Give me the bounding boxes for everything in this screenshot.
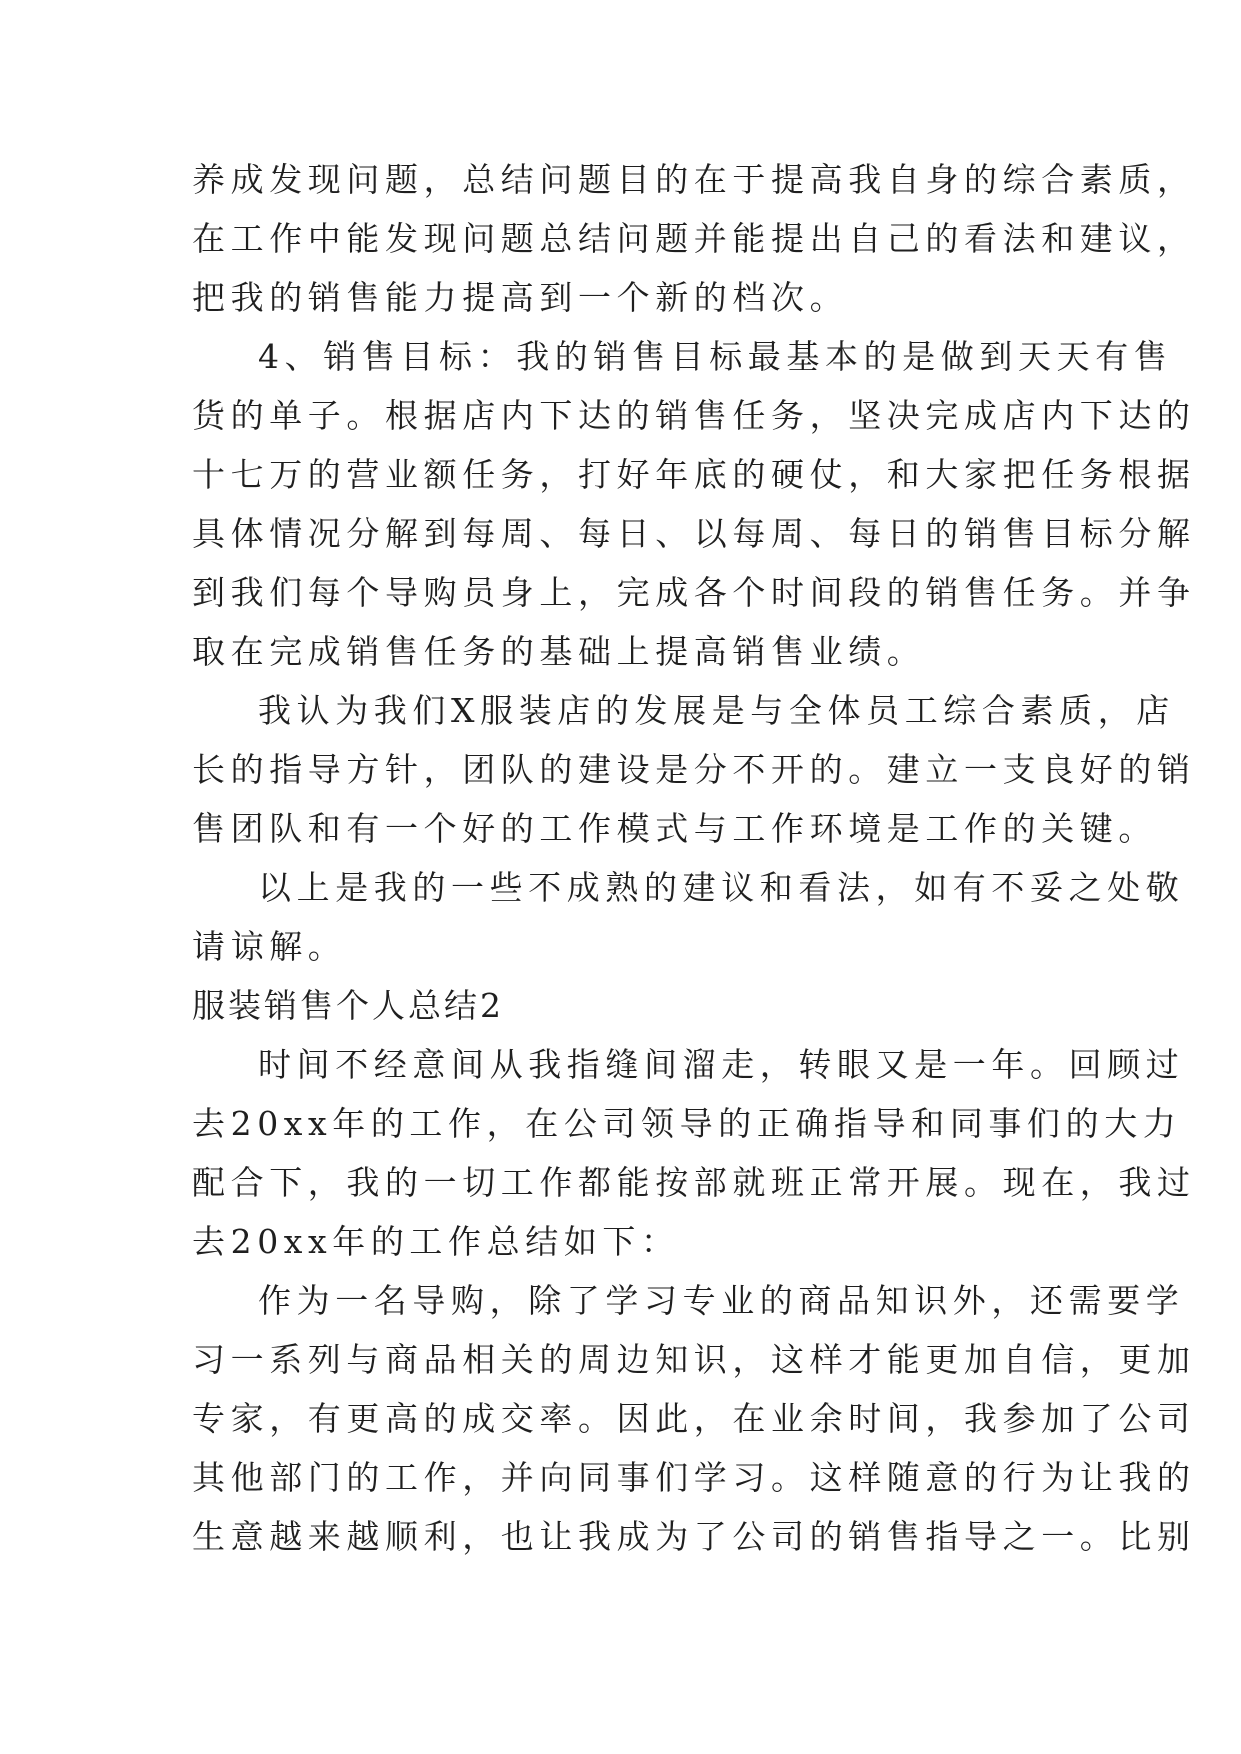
text-line: 4、销售目标：我的销售目标最基本的是做到天天有售 — [258, 337, 1173, 376]
section-heading: 服装销售个人总结2 — [192, 986, 504, 1025]
text-line: 具体情况分解到每周、每日、以每周、每日的销售目标分解 — [192, 514, 1196, 553]
document-body — [192, 150, 1196, 1566]
text-line: 售团队和有一个好的工作模式与工作环境是工作的关键。 — [192, 809, 1157, 848]
text-line: 我认为我们X服装店的发展是与全体员工综合素质，店 — [258, 691, 1175, 730]
text-line: 到我们每个导购员身上，完成各个时间段的销售任务。并争 — [192, 573, 1196, 612]
text-line: 货的单子。根据店内下达的销售任务，坚决完成店内下达的 — [192, 396, 1196, 435]
text-line: 配合下，我的一切工作都能按部就班正常开展。现在，我过 — [192, 1163, 1196, 1202]
text-line: 取在完成销售任务的基础上提高销售业绩。 — [192, 632, 926, 671]
text-line: 长的指导方针，团队的建设是分不开的。建立一支良好的销 — [192, 750, 1196, 789]
text-line: 请谅解。 — [192, 927, 347, 966]
text-line: 作为一名导购，除了学习专业的商品知识外，还需要学 — [258, 1281, 1185, 1320]
text-line: 十七万的营业额任务，打好年底的硬仗，和大家把任务根据 — [192, 455, 1196, 494]
text-line: 去20xx年的工作总结如下： — [192, 1222, 680, 1261]
text-line: 生意越来越顺利，也让我成为了公司的销售指导之一。比别 — [192, 1517, 1196, 1556]
text-line: 在工作中能发现问题总结问题并能提出自己的看法和建议， — [192, 219, 1196, 258]
text-line: 养成发现问题，总结问题目的在于提高我自身的综合素质， — [192, 160, 1196, 199]
text-line: 把我的销售能力提高到一个新的档次。 — [192, 278, 849, 317]
text-line: 以上是我的一些不成熟的建议和看法，如有不妥之处敬 — [258, 868, 1185, 907]
text-line: 其他部门的工作，并向同事们学习。这样随意的行为让我的 — [192, 1458, 1196, 1497]
text-line: 习一系列与商品相关的周边知识，这样才能更加自信，更加 — [192, 1340, 1196, 1379]
text-line: 去20xx年的工作，在公司领导的正确指导和同事们的大力 — [192, 1104, 1182, 1143]
text-line: 专家，有更高的成交率。因此，在业余时间，我参加了公司 — [192, 1399, 1196, 1438]
text-line: 时间不经意间从我指缝间溜走，转眼又是一年。回顾过 — [258, 1045, 1185, 1084]
